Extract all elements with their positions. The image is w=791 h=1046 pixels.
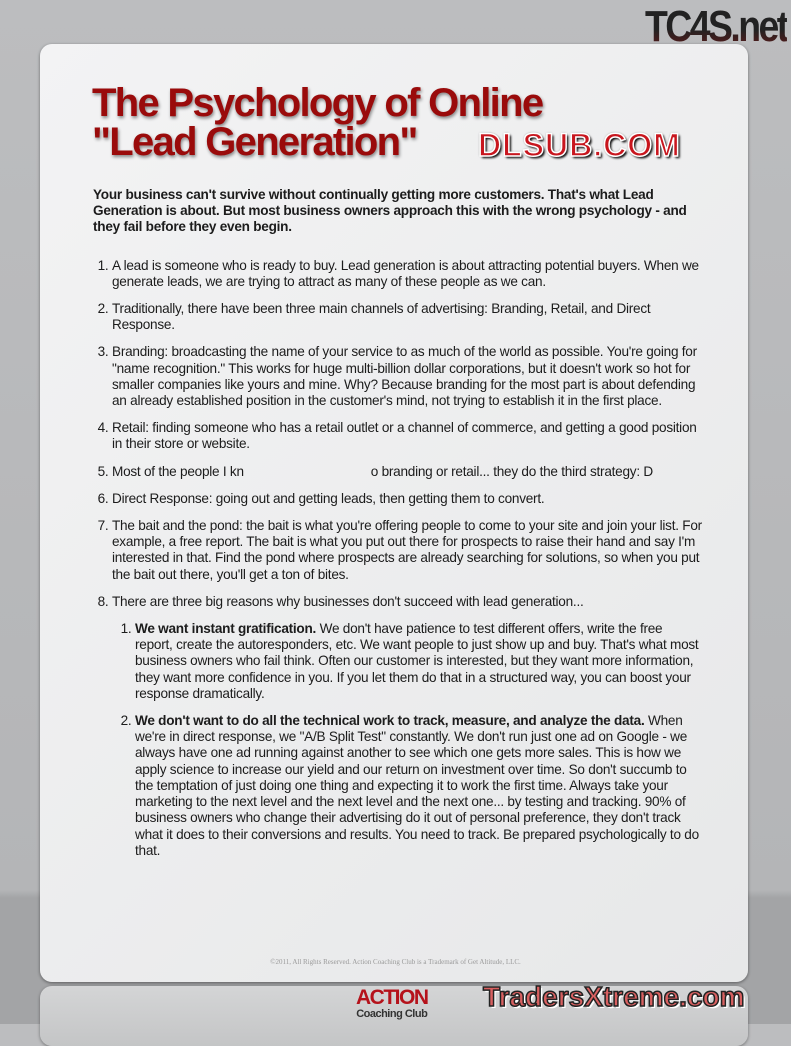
list-item: 2. Traditionally, there have been three main channels of advertising: Branding, Retail, and Direct Response. [112,301,703,333]
list-item: 5. Most of the people I kn o branding or retail... they do the third strategy: D [112,464,703,480]
list-item: 3. Branding: broadcasting the name of your service to as much of the world as possible. You're going for "name recognition." This works for huge multi-billion dollar corporations, but it doesn't work so hot for smaller companies like yours and mine. Why? Because branding for the most part is about defending an already established position in the customer's mind, not trying to establish it in the first place. [112,344,703,409]
title-line-2: "Lead Generation" [92,120,417,164]
logo-line-2: Coaching Club [356,1008,428,1020]
document-body [93,187,703,870]
list-item: 4. Retail: finding someone who has a retail outlet or a channel of commerce, and getting a good position in their store or website. [112,420,703,452]
sub-item-heading: We want instant gratification. [135,621,317,637]
list-item [112,594,703,859]
sub-list-item [135,621,703,702]
action-coaching-club-logo [356,988,428,1020]
list-item: 7. The bait and the pond: the bait is what you're offering people to come to your site and join your list. For example, a free report. The bait is what you put out there for prospects to raise their hand and say I'm interested in that. Find the pond where prospects are already searching for solutions, so when you put the bait out there, you'll get a ton of bites. [112,518,703,583]
title-line-1: The Psychology of Online [92,81,543,125]
main-list [93,258,703,859]
watermark-tradersxtreme: TradersXtreme.com [483,981,745,1012]
list-item-text: There are three big reasons why businesses don't succeed with lead generation... [112,593,584,609]
sub-list-item [135,713,703,859]
list-item: 6. Direct Response: going out and getting leads, then getting them to convert. [112,491,703,507]
intro-paragraph: Your business can't survive without continually getting more customers. That's what Lead Generation is about. But most business owners approach this with the wrong psychology - and they fail before they even begin. [93,187,687,235]
watermark-tc4s: TC4S.net [645,2,787,51]
page-title [92,81,543,164]
watermark-dlsub: DLSUB.COM [478,127,681,163]
sub-item-text: When we're in direct response, we "A/B Split Test" constantly. We don't run just one ad on Google - we always have one ad running against another to see which one gets more sales. This is how we apply science to increase our yield and our return on investment over time. So don't succumb to the temptation of just doing one thing and expecting it to work the first time. Always take your marketing to the next level and the next level and the next one... by testing and tracking. 90% of business owners who change their advertising do it out of personal preference, they don't track what it does to their conversions and results. You need to track. Be prepared psychologically to do that. [135,713,699,858]
sub-item-text: We don't have patience to test different offers, write the free report, create the autoresponders, etc. We want people to just show up and buy. That's what most business owners who fail think. Often our customer is interested, but they want more information, they want more confidence in you. If you let them do that in a structured way, you can boost your response dramatically. [135,621,699,701]
list-item: 1. A lead is someone who is ready to buy. Lead generation is about attracting potential buyers. When we generate leads, we are trying to attract as many of these people as we can. [112,258,703,290]
sub-item-heading: We don't want to do all the technical work to track, measure, and analyze the data. [135,713,645,729]
logo-line-1: ACTION [356,986,428,1009]
copyright-footer: ©2011, All Rights Reserved. Action Coaching Club is a Trademark of Get Altitude, LLC. [270,958,521,966]
sub-list [112,621,703,859]
